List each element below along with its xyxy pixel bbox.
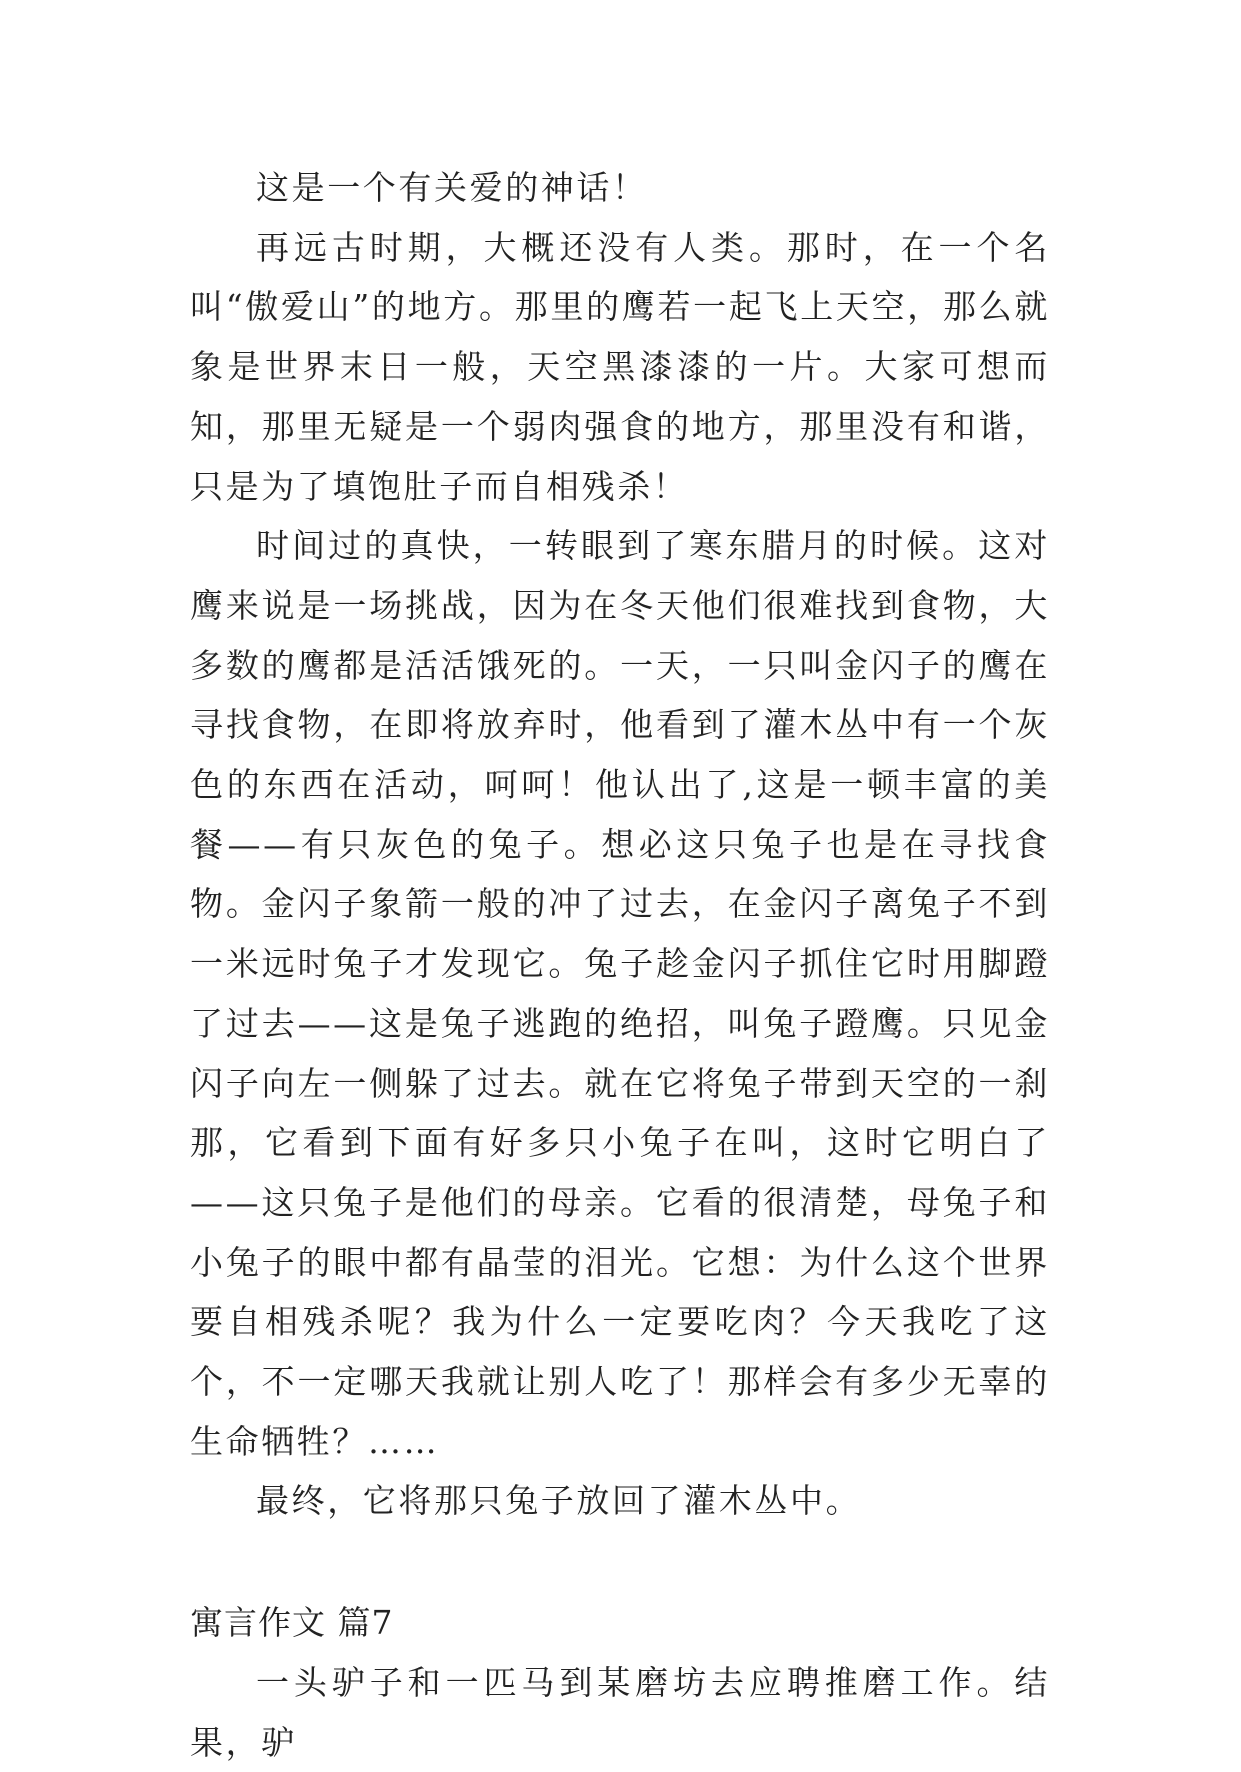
- document-body: [190, 158, 1050, 1772]
- paragraph-donkey-horse: 一头驴子和一匹马到某磨坊去应聘推磨工作。结果，驴: [190, 1662, 1050, 1762]
- paragraph-ancient-times: 再远古时期，大概还没有人类。那时，在一个名叫“傲爱山”的地方。那里的鹰若一起飞上天空，那么就象是世界末日一般，天空黑漆漆的一片。大家可想而知，那里无疑是一个弱肉强食的地方，那里没有和谐，只是为了填饱肚子而自相残杀！: [190, 227, 1050, 506]
- section-spacer: [190, 1531, 1050, 1593]
- paragraph-eagle-story: 时间过的真快，一转眼到了寒东腊月的时候。这对鹰来说是一场挑战，因为在冬天他们很难找到食物，大多数的鹰都是活活饿死的。一天，一只叫金闪子的鹰在寻找食物，在即将放弃时，他看到了灌木丛中有一个灰色的东西在活动，呵呵！他认出了,这是一顿丰富的美餐——有只灰色的兔子。想必这只兔子也是在寻找食物。金闪子象箭一般的冲了过去，在金闪子离兔子不到一米远时兔子才发现它。兔子趁金闪子抓住它时用脚蹬了过去——这是兔子逃跑的绝招，叫兔子蹬鹰。只见金闪子向左一侧躲了过去。就在它将兔子带到天空的一刹那，它看到下面有好多只小兔子在叫，这时它明白了——这只兔子是他们的母亲。它看的很清楚，母兔子和小兔子的眼中都有晶莹的泪光。它想：为什么这个世界要自相残杀呢？我为什么一定要吃肉？今天我吃了这个，不一定哪天我就让别人吃了！那样会有多少无辜的生命牺牲？……: [190, 526, 1050, 1461]
- paragraph-ending: 最终，它将那只兔子放回了灌木丛中。: [256, 1481, 862, 1521]
- section-heading: 寓言作文 篇7: [190, 1603, 394, 1643]
- paragraph-intro: 这是一个有关爱的神话！: [256, 168, 648, 207]
